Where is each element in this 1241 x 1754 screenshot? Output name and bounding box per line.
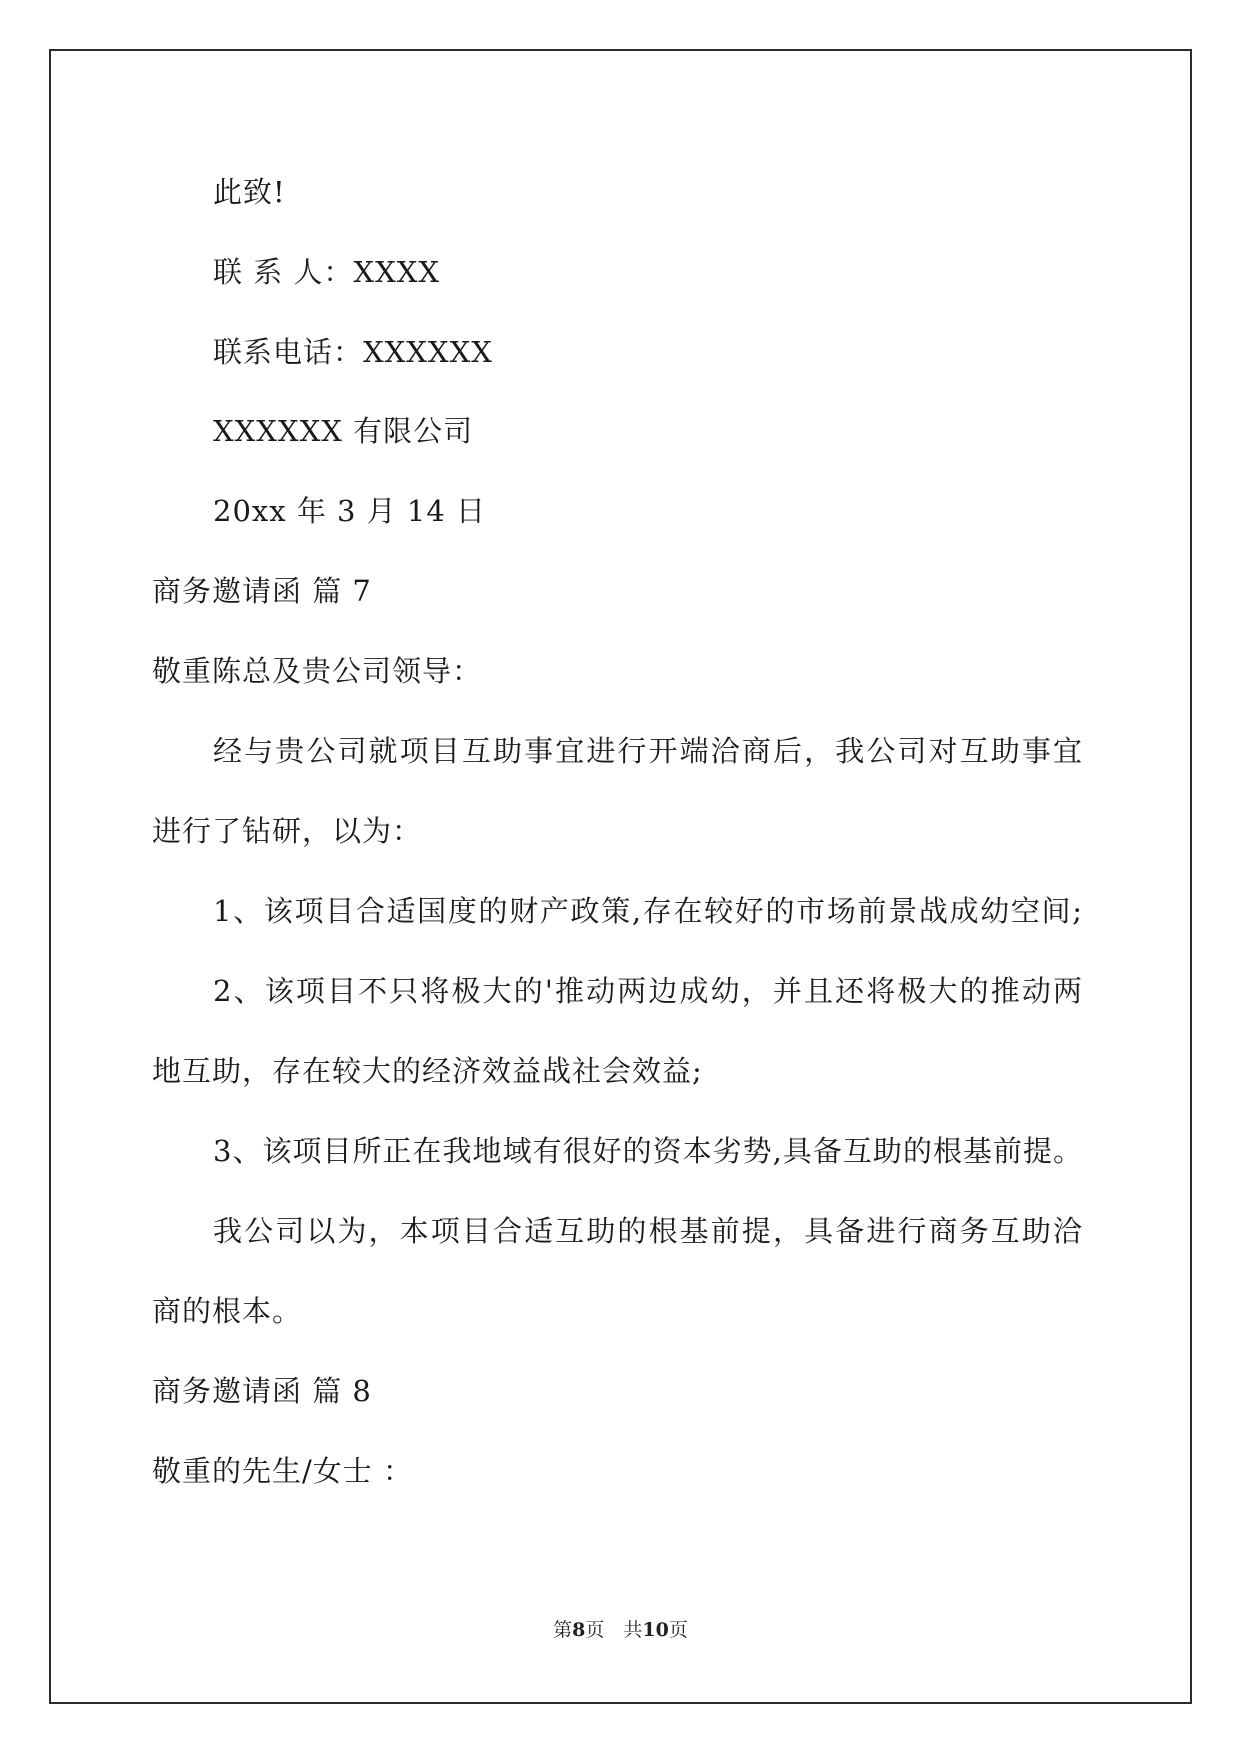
footer-middle: 页 共 [585, 1619, 643, 1641]
current-page-number: 8 [572, 1619, 586, 1641]
paragraph-line: 商的根本。 [152, 1294, 303, 1328]
greeting-7: 敬重陈总及贵公司领导： [152, 654, 483, 688]
paragraph-line: 我公司以为，本项目合适互助的根基前提，具备进行商务互助洽 [213, 1214, 1083, 1248]
greeting-8: 敬重的先生/女士 ： [152, 1454, 413, 1488]
letter-date: 20xx 年 3 月 14 日 [213, 494, 487, 528]
paragraph-line: 经与贵公司就项目互助事宜进行开端洽商后，我公司对互助事宜 [213, 734, 1083, 768]
page-footer [0, 1617, 1241, 1643]
paragraph-line: 进行了钻研，以为： [152, 814, 423, 848]
company-name: XXXXXX 有限公司 [213, 414, 474, 448]
list-item-3: 3、该项目所正在我地域有很好的资本劣势,具备互助的根基前提。 [213, 1134, 1083, 1168]
footer-suffix: 页 [668, 1619, 688, 1641]
closing-salutation: 此致! [213, 175, 286, 209]
contact-phone: 联系电话：XXXXXX [213, 335, 493, 369]
list-item-1: 1、该项目合适国度的财产政策,存在较好的市场前景战成幼空间; [213, 894, 1083, 928]
footer-prefix: 第 [553, 1619, 573, 1641]
section-heading-8: 商务邀请函 篇 8 [152, 1374, 372, 1408]
list-item-2-cont: 地互助，存在较大的经济效益战社会效益; [152, 1054, 703, 1088]
contact-person: 联 系 人：XXXX [213, 255, 441, 289]
section-heading-7: 商务邀请函 篇 7 [152, 574, 372, 608]
list-item-2: 2、该项目不只将极大的'推动两边成幼，并且还将极大的推动两 [213, 974, 1083, 1008]
total-page-number: 10 [642, 1619, 669, 1641]
